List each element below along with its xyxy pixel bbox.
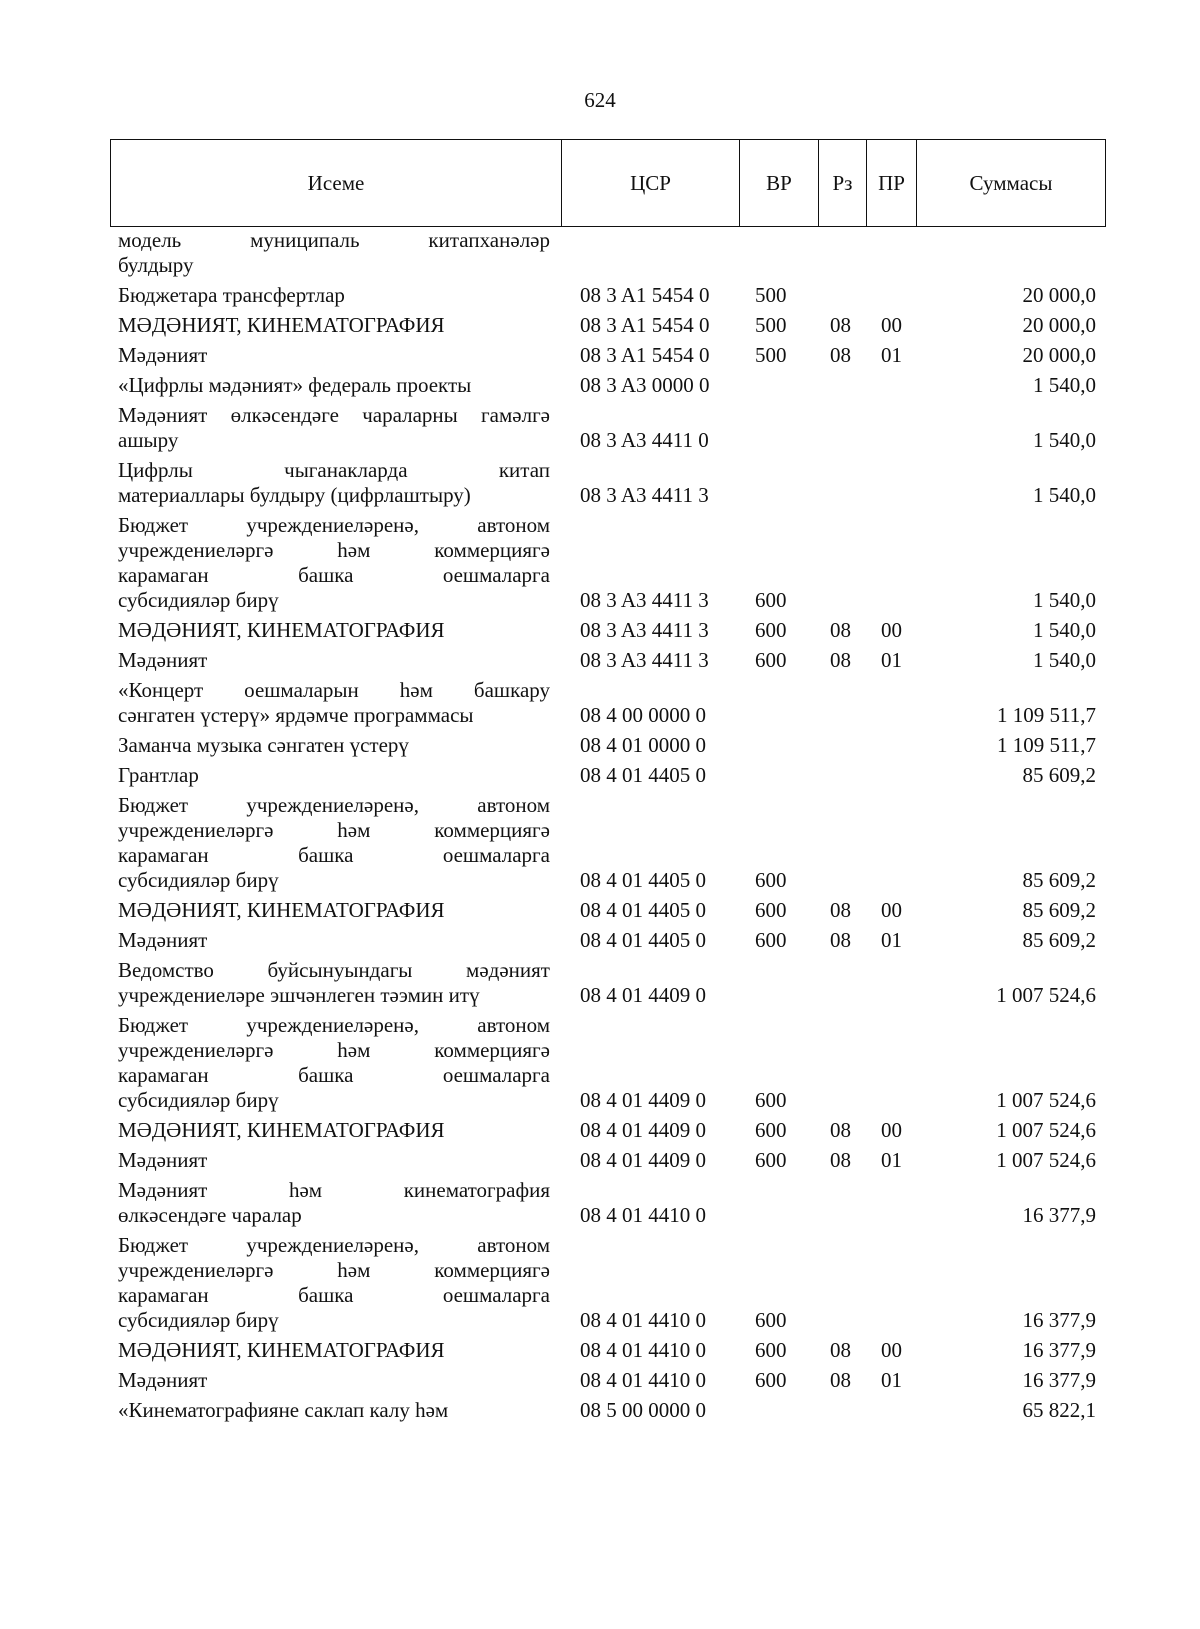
row-name-line: Грантлар: [118, 763, 199, 787]
row-name: [118, 373, 550, 398]
row-csr: 08 4 01 4410 0: [580, 1338, 706, 1362]
row-name: [118, 928, 550, 953]
table-row: [118, 1118, 1096, 1148]
row-csr: 08 3 A3 4411 3: [580, 618, 709, 642]
row-rz: 08: [830, 1368, 851, 1392]
row-name-line: ашыру: [118, 428, 179, 452]
row-csr: 08 4 01 0000 0: [580, 733, 706, 757]
row-name: [118, 1398, 550, 1423]
row-sum: 1 007 524,6: [996, 1088, 1096, 1112]
row-name: [118, 343, 550, 368]
row-name: [118, 458, 550, 508]
row-name-line: Мәдәният: [118, 1148, 208, 1172]
row-sum: 16 377,9: [1022, 1338, 1096, 1362]
row-rz: 08: [830, 898, 851, 922]
table-body: [118, 228, 1096, 1428]
table-row: [118, 313, 1096, 343]
table-row: [118, 1013, 1096, 1118]
row-name: [118, 1148, 550, 1173]
row-sum: 16 377,9: [1022, 1203, 1096, 1227]
row-pr: 01: [881, 1148, 902, 1172]
table-row: [118, 1398, 1096, 1428]
table-row: [118, 1148, 1096, 1178]
row-rz: 08: [830, 313, 851, 337]
row-name-line: учреждениеләре эшчәнлеген тәэмин итү: [118, 983, 480, 1007]
table-row: [118, 228, 1096, 283]
table-row: [118, 403, 1096, 458]
row-rz: 08: [830, 343, 851, 367]
row-name-line: Цифрлы чыганакларда китап: [118, 458, 550, 482]
row-csr: 08 4 01 4409 0: [580, 1148, 706, 1172]
row-sum: 1 540,0: [1033, 648, 1096, 672]
row-name: [118, 1013, 550, 1113]
row-vr: 600: [755, 648, 787, 672]
row-vr: 600: [755, 1148, 787, 1172]
table-row: [118, 898, 1096, 928]
row-name: [118, 313, 550, 338]
row-name: [118, 1178, 550, 1228]
row-vr: 600: [755, 1368, 787, 1392]
row-vr: 500: [755, 343, 787, 367]
row-name-line: учреждениеләргә һәм коммерциягә: [118, 818, 550, 842]
row-name-line: Бюджет учреждениеләренә, автоном: [118, 1233, 550, 1257]
row-name-line: МӘДӘНИЯТ, КИНЕМАТОГРАФИЯ: [118, 1338, 445, 1362]
row-csr: 08 3 A3 4411 3: [580, 588, 709, 612]
row-name-line: Бюджет учреждениеләренә, автоном: [118, 793, 550, 817]
row-name-line: «Кинематографияне саклап калу һәм: [118, 1398, 449, 1422]
row-vr: 600: [755, 1308, 787, 1332]
table-row: [118, 1368, 1096, 1398]
table-row: [118, 618, 1096, 648]
header-rz: Рз: [819, 140, 867, 226]
table-row: [118, 343, 1096, 373]
row-csr: 08 3 A1 5454 0: [580, 283, 710, 307]
row-pr: 01: [881, 928, 902, 952]
row-rz: 08: [830, 1148, 851, 1172]
row-name: [118, 793, 550, 893]
row-name-line: Бюджет учреждениеләренә, автоном: [118, 1013, 550, 1037]
table-row: [118, 1178, 1096, 1233]
row-name: [118, 898, 550, 923]
row-name-line: Мәдәният өлкәсендәге чараларны гамәлгә: [118, 403, 550, 427]
table-header: [110, 139, 1106, 227]
row-name-line: МӘДӘНИЯТ, КИНЕМАТОГРАФИЯ: [118, 1118, 445, 1142]
table-row: [118, 763, 1096, 793]
row-name-line: МӘДӘНИЯТ, КИНЕМАТОГРАФИЯ: [118, 313, 445, 337]
row-name: [118, 403, 550, 453]
row-name-line: булдыру: [118, 253, 194, 277]
row-rz: 08: [830, 928, 851, 952]
row-name-line: Мәдәният һәм кинематография: [118, 1178, 550, 1202]
row-csr: 08 4 01 4409 0: [580, 1118, 706, 1142]
page-number: 624: [584, 88, 616, 112]
row-sum: 1 540,0: [1033, 588, 1096, 612]
row-name: [118, 1368, 550, 1393]
table-row: [118, 648, 1096, 678]
row-name: [118, 618, 550, 643]
row-name: [118, 283, 550, 308]
table-row: [118, 373, 1096, 403]
row-name-line: Мәдәният: [118, 1368, 208, 1392]
row-vr: 600: [755, 1088, 787, 1112]
row-vr: 600: [755, 868, 787, 892]
row-csr: 08 3 A1 5454 0: [580, 343, 710, 367]
table-row: [118, 458, 1096, 513]
row-sum: 20 000,0: [1022, 343, 1096, 367]
row-sum: 1 007 524,6: [996, 1118, 1096, 1142]
row-name: [118, 1233, 550, 1333]
row-name: [118, 513, 550, 613]
row-name: [118, 678, 550, 728]
row-name-line: өлкәсендәге чаралар: [118, 1203, 302, 1227]
row-pr: 01: [881, 648, 902, 672]
header-name: Исеме: [111, 140, 562, 226]
table-row: [118, 1233, 1096, 1338]
row-pr: 01: [881, 1368, 902, 1392]
row-name-line: карамаган башка оешмаларга: [118, 1283, 550, 1307]
table-row: [118, 958, 1096, 1013]
table-row: [118, 928, 1096, 958]
row-name-line: учреждениеләргә һәм коммерциягә: [118, 538, 550, 562]
row-sum: 1 007 524,6: [996, 983, 1096, 1007]
row-name-line: модель муниципаль китапханәләр: [118, 228, 550, 252]
row-vr: 600: [755, 928, 787, 952]
row-rz: 08: [830, 1118, 851, 1142]
row-sum: 1 007 524,6: [996, 1148, 1096, 1172]
table-row: [118, 283, 1096, 313]
row-sum: 1 109 511,7: [997, 703, 1096, 727]
row-name-line: учреждениеләргә һәм коммерциягә: [118, 1038, 550, 1062]
row-name: [118, 958, 550, 1008]
row-csr: 08 3 A3 4411 3: [580, 648, 709, 672]
row-name-line: Бюджетара трансфертлар: [118, 283, 345, 307]
row-name-line: субсидияләр бирү: [118, 868, 279, 892]
row-pr: 00: [881, 898, 902, 922]
row-sum: 1 540,0: [1033, 373, 1096, 397]
row-vr: 500: [755, 283, 787, 307]
row-csr: 08 3 A3 4411 0: [580, 428, 709, 452]
row-csr: 08 3 A1 5454 0: [580, 313, 710, 337]
row-name-line: Бюджет учреждениеләренә, автоном: [118, 513, 550, 537]
row-sum: 16 377,9: [1022, 1368, 1096, 1392]
row-pr: 00: [881, 618, 902, 642]
row-csr: 08 4 01 4409 0: [580, 1088, 706, 1112]
row-sum: 20 000,0: [1022, 313, 1096, 337]
header-sum: Суммасы: [969, 170, 1053, 195]
row-name-line: субсидияләр бирү: [118, 588, 279, 612]
row-sum: 16 377,9: [1022, 1308, 1096, 1332]
row-name-line: «Концерт оешмаларын һәм башкару: [118, 678, 550, 702]
row-name-line: Заманча музыка сәнгатен үстерү: [118, 733, 409, 757]
row-name: [118, 228, 550, 278]
row-csr: 08 4 01 4405 0: [580, 763, 706, 787]
row-csr: 08 4 01 4405 0: [580, 868, 706, 892]
row-name-line: «Цифрлы мәдәният» федераль проекты: [118, 373, 472, 397]
row-rz: 08: [830, 618, 851, 642]
row-name-line: субсидияләр бирү: [118, 1088, 279, 1112]
row-sum: 85 609,2: [1022, 928, 1096, 952]
row-pr: 00: [881, 1338, 902, 1362]
row-name-line: сәнгатен үстерү» ярдәмче программасы: [118, 703, 474, 727]
row-csr: 08 4 01 4409 0: [580, 983, 706, 1007]
row-name-line: МӘДӘНИЯТ, КИНЕМАТОГРАФИЯ: [118, 618, 445, 642]
row-csr: 08 4 01 4410 0: [580, 1368, 706, 1392]
row-sum: 1 109 511,7: [997, 733, 1096, 757]
row-vr: 600: [755, 588, 787, 612]
row-vr: 600: [755, 1118, 787, 1142]
row-name-line: Мәдәният: [118, 343, 208, 367]
row-name-line: учреждениеләргә һәм коммерциягә: [118, 1258, 550, 1282]
row-sum: 1 540,0: [1033, 618, 1096, 642]
row-vr: 500: [755, 313, 787, 337]
table-row: [118, 733, 1096, 763]
row-name: [118, 648, 550, 673]
row-pr: 00: [881, 313, 902, 337]
row-pr: 00: [881, 1118, 902, 1142]
row-vr: 600: [755, 1338, 787, 1362]
row-name-line: субсидияләр бирү: [118, 1308, 279, 1332]
header-vr: ВР: [740, 140, 819, 226]
row-sum: 85 609,2: [1022, 763, 1096, 787]
row-csr: 08 4 01 4410 0: [580, 1308, 706, 1332]
row-csr: 08 5 00 0000 0: [580, 1398, 706, 1422]
row-sum: 1 540,0: [1033, 483, 1096, 507]
table-row: [118, 678, 1096, 733]
row-name-line: Мәдәният: [118, 928, 208, 952]
row-csr: 08 4 01 4410 0: [580, 1203, 706, 1227]
row-name-line: МӘДӘНИЯТ, КИНЕМАТОГРАФИЯ: [118, 898, 445, 922]
row-name: [118, 733, 550, 758]
row-pr: 01: [881, 343, 902, 367]
row-name-line: карамаган башка оешмаларга: [118, 843, 550, 867]
table-row: [118, 1338, 1096, 1368]
row-name-line: Мәдәният: [118, 648, 208, 672]
row-rz: 08: [830, 1338, 851, 1362]
row-name: [118, 1338, 550, 1363]
row-csr: 08 3 A3 0000 0: [580, 373, 710, 397]
row-sum: 85 609,2: [1022, 898, 1096, 922]
table-row: [118, 513, 1096, 618]
row-vr: 600: [755, 618, 787, 642]
row-name-line: материаллары булдыру (цифрлаштыру): [118, 483, 471, 507]
row-name-line: Ведомство буйсынуындагы мәдәният: [118, 958, 550, 982]
header-csr: ЦСР: [562, 140, 740, 226]
row-sum: 85 609,2: [1022, 868, 1096, 892]
header-pr: ПР: [867, 140, 917, 226]
row-name-line: карамаган башка оешмаларга: [118, 1063, 550, 1087]
row-sum: 65 822,1: [1022, 1398, 1096, 1422]
row-name: [118, 763, 550, 788]
row-sum: 1 540,0: [1033, 428, 1096, 452]
row-name: [118, 1118, 550, 1143]
row-sum: 20 000,0: [1022, 283, 1096, 307]
row-rz: 08: [830, 648, 851, 672]
row-name-line: карамаган башка оешмаларга: [118, 563, 550, 587]
row-csr: 08 4 00 0000 0: [580, 703, 706, 727]
row-csr: 08 3 A3 4411 3: [580, 483, 709, 507]
row-csr: 08 4 01 4405 0: [580, 928, 706, 952]
row-csr: 08 4 01 4405 0: [580, 898, 706, 922]
row-vr: 600: [755, 898, 787, 922]
table-row: [118, 793, 1096, 898]
